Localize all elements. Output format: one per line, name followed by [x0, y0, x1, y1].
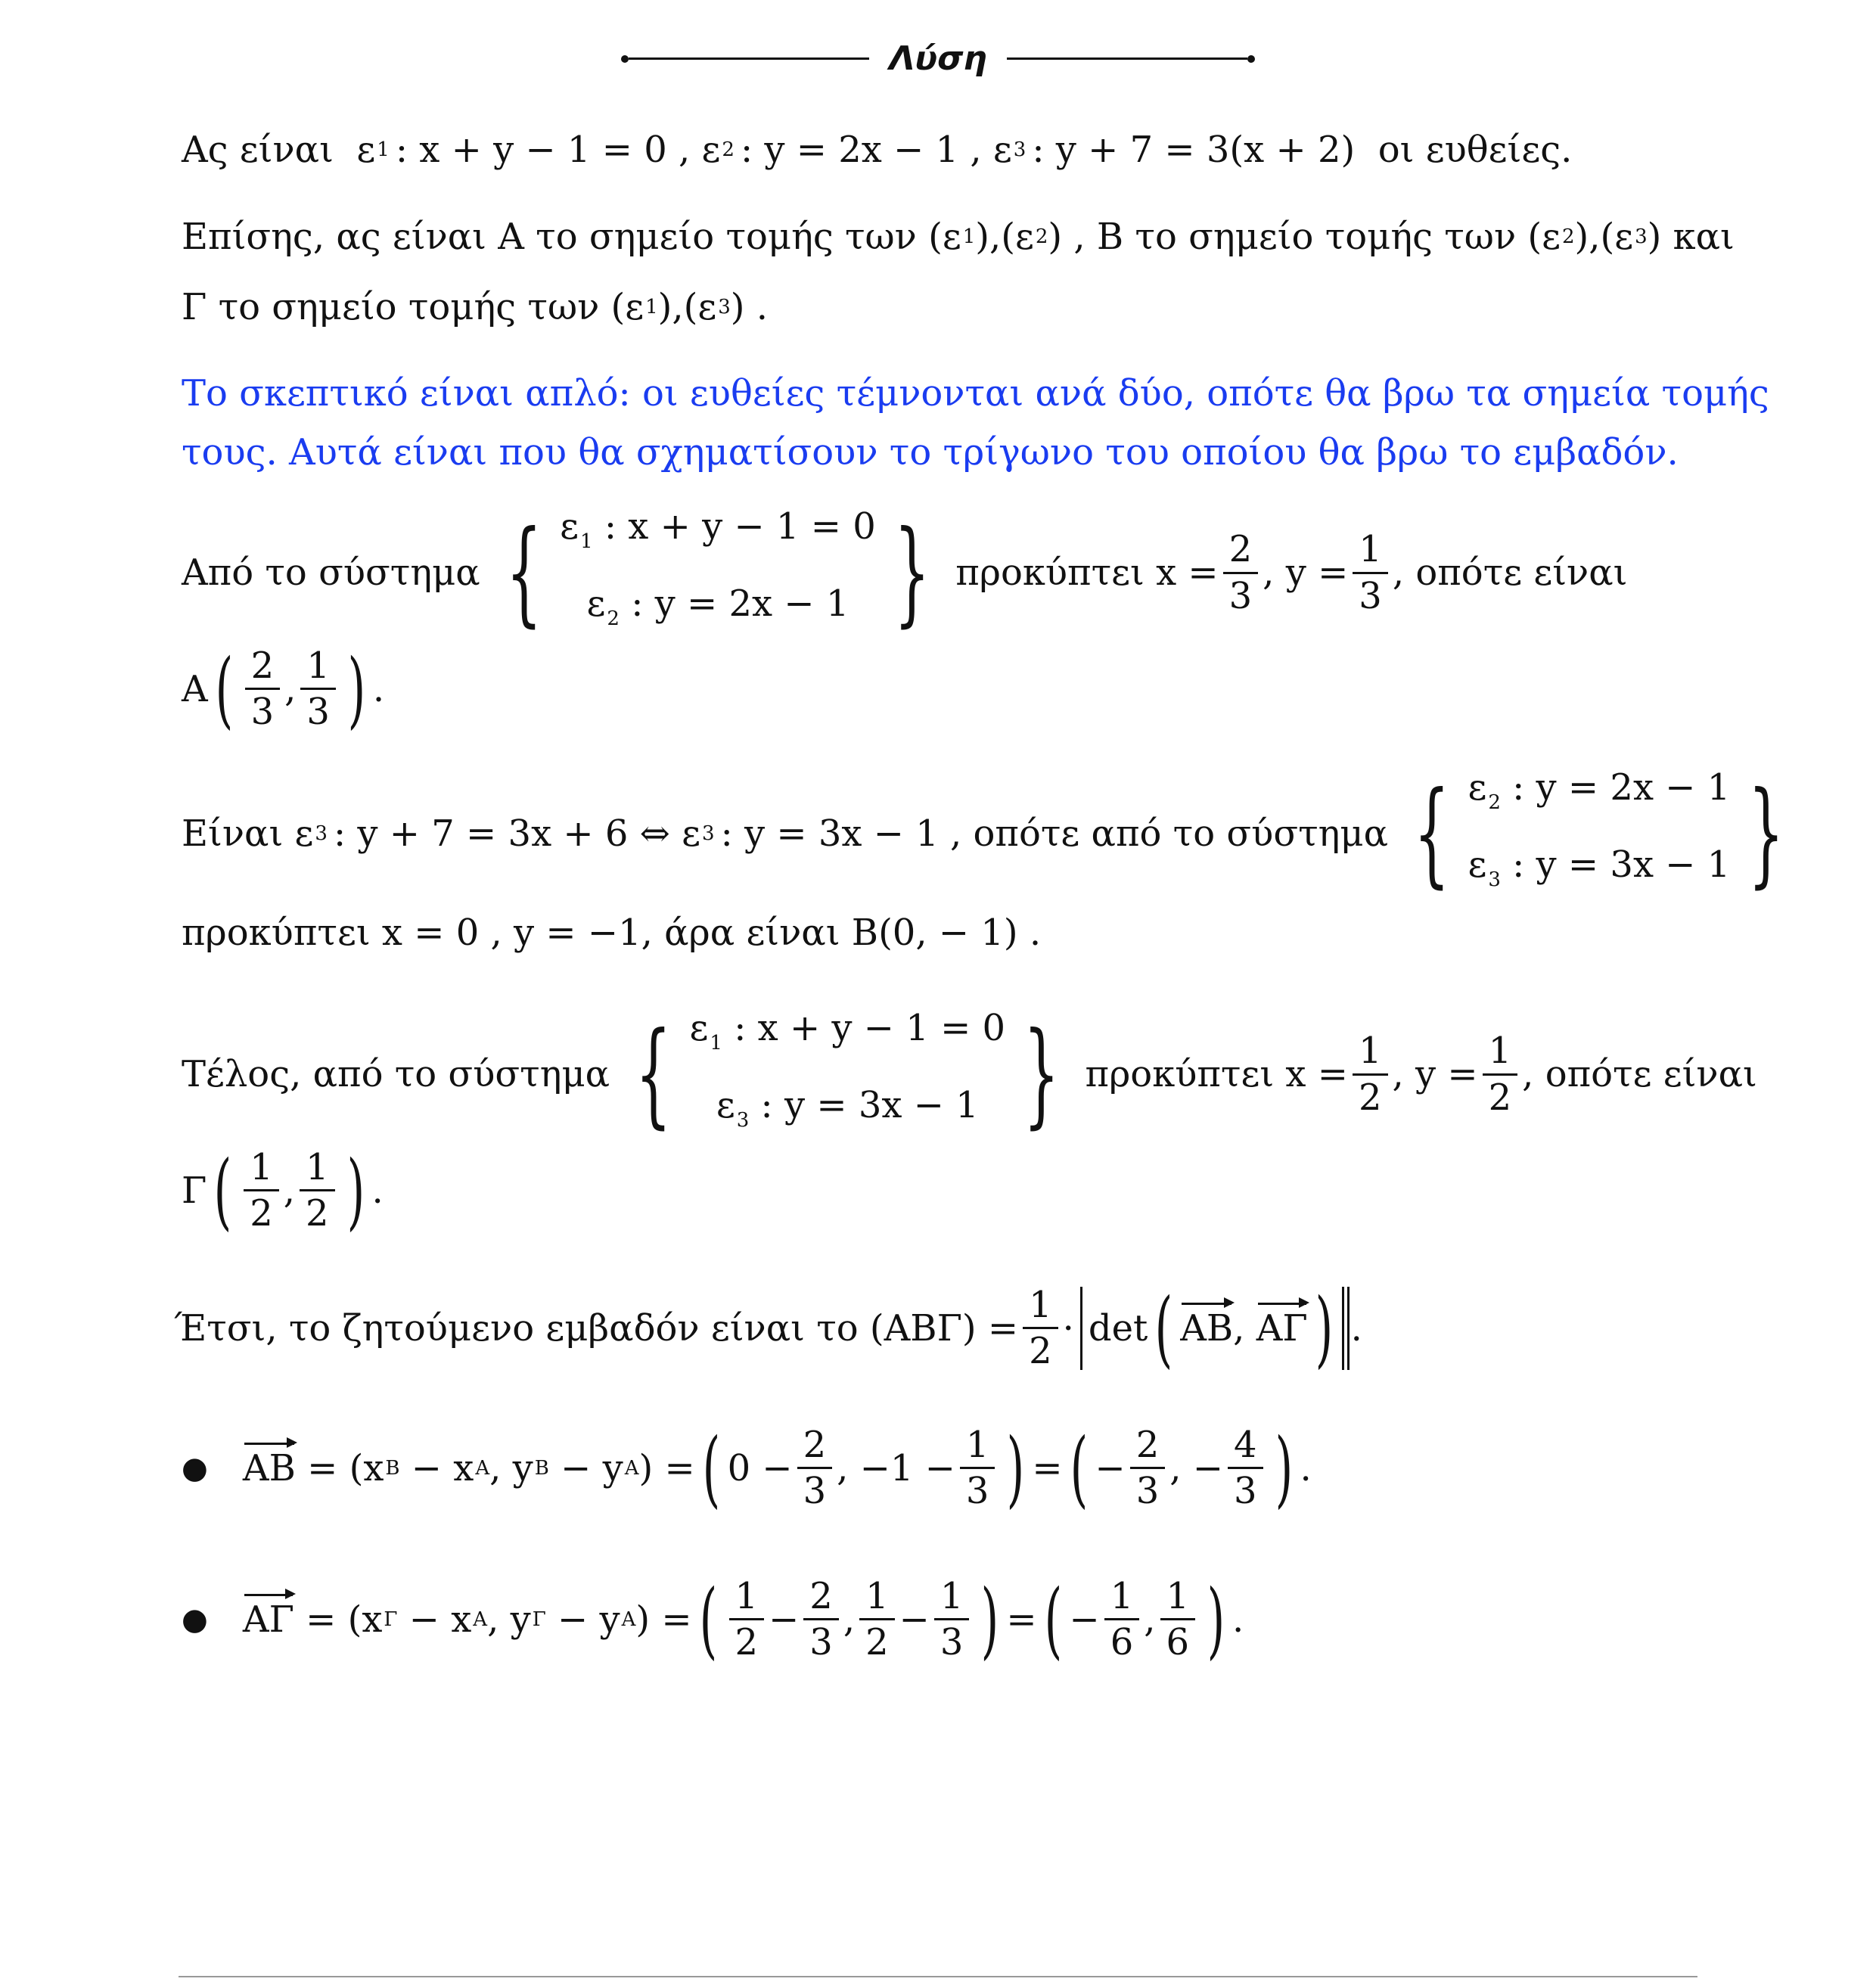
- system-2-equations: { $\varepsilon_2$ : y = 2x − 1 $\varepsilon_3$ : y = 3x − 1 }: [1413, 766, 1784, 899]
- point-a: A ( $\frac{2}{3}$ , $\frac{1}{3}$ ) .: [182, 640, 385, 738]
- area-formula: Έτσι, το ζητούμενο εμβαδόν είναι το (ΑΒΓ) = $\frac{1}{2}$ · det ( AB , AΓ ) .: [174, 1279, 1362, 1377]
- header-title: Λύση: [889, 39, 987, 78]
- vector-ab: ● AB = (x B − x A , y B − y A ) = ( 0 − $\frac{2}{3}$ , −1 − $\frac{1}{3}$ ) = ( − $\frac{2}{3}$ , − $\frac{4}{3}$ ) .: [182, 1419, 1312, 1517]
- system-1-equations: { $\varepsilon_1$ : x + y − 1 = 0 $\varepsilon_2$ : y = 2x − 1 }: [505, 505, 930, 638]
- lines-definition: Ας είναι ε 1 : x + y − 1 = 0 , ε 2 : y = 2x − 1 , ε 3 : y + 7 = 3(x + 2) οι ευθείες.: [182, 129, 1573, 171]
- system-1: Από το σύστημα { $\varepsilon_1$ : x + y − 1 = 0 $\varepsilon_2$ : y = 2x − 1 } προκύπτει x = $\frac{2}{3}$ , y = $\frac{1}{3}$ , οπότε είναι: [182, 495, 1627, 650]
- bullet-icon: ●: [182, 1450, 208, 1486]
- point-b-result: προκύπτει x = 0 , y = −1, άρα είναι B(0, − 1) .: [182, 912, 1042, 954]
- system-3: Τέλος, από το σύστημα { $\varepsilon_1$ : x + y − 1 = 0 $\varepsilon_3$ : y = 3x − 1 } προκύπτει x = $\frac{1}{2}$ , y = $\frac{1}{2}$ , οπότε είναι: [182, 997, 1757, 1151]
- note-line2: τους. Αυτά είναι που θα σχηματίσουν το τρίγωνο του οποίου θα βρω το εμβαδόν.: [182, 431, 1679, 474]
- system-2: Είναι ε 3 : y + 7 = 3x + 6 ⇔ ε 3 : y = 3x − 1 , οπότε από το σύστημα { $\varepsilon_2$ : y = 2x − 1 $\varepsilon_3$ : y = 3x − 1 }: [182, 756, 1810, 911]
- header-dot-right: [1247, 55, 1255, 63]
- vector-ag: ● AΓ = (x Γ − x A , y Γ − y A ) = ( $\frac{1}{2}$ − $\frac{2}{3}$ , $\frac{1}{2}$ − $\frac{1}{3}$ ) = ( − $\frac{1}{6}$ , $\frac{1}{6}$ ) .: [182, 1570, 1244, 1668]
- system-3-equations: { $\varepsilon_1$ : x + y − 1 = 0 $\varepsilon_3$ : y = 3x − 1 }: [635, 1007, 1060, 1140]
- note-line1: Το σκεπτικό είναι απλό: οι ευθείες τέμνονται ανά δύο, οπότε θα βρω τα σημεία τομής: [182, 372, 1769, 415]
- solution-header: [0, 39, 1876, 78]
- footer-rule: [179, 1976, 1697, 1977]
- points-definition-line2: Γ το σημείο τομής των (ε 1 ),(ε 3 ) .: [182, 286, 769, 328]
- point-g: Γ ( $\frac{1}{2}$ , $\frac{1}{2}$ ) .: [182, 1142, 384, 1239]
- bullet-icon: ●: [182, 1601, 208, 1637]
- header-rule-right: [1007, 57, 1247, 60]
- points-definition-line1: Επίσης, ας είναι A το σημείο τομής των (ε 1 ),(ε 2 ) , B το σημείο τομής των (ε 2 ),(ε 3 ) και: [182, 216, 1735, 258]
- header-rule-left: [629, 57, 869, 60]
- header-dot-left: [621, 55, 629, 63]
